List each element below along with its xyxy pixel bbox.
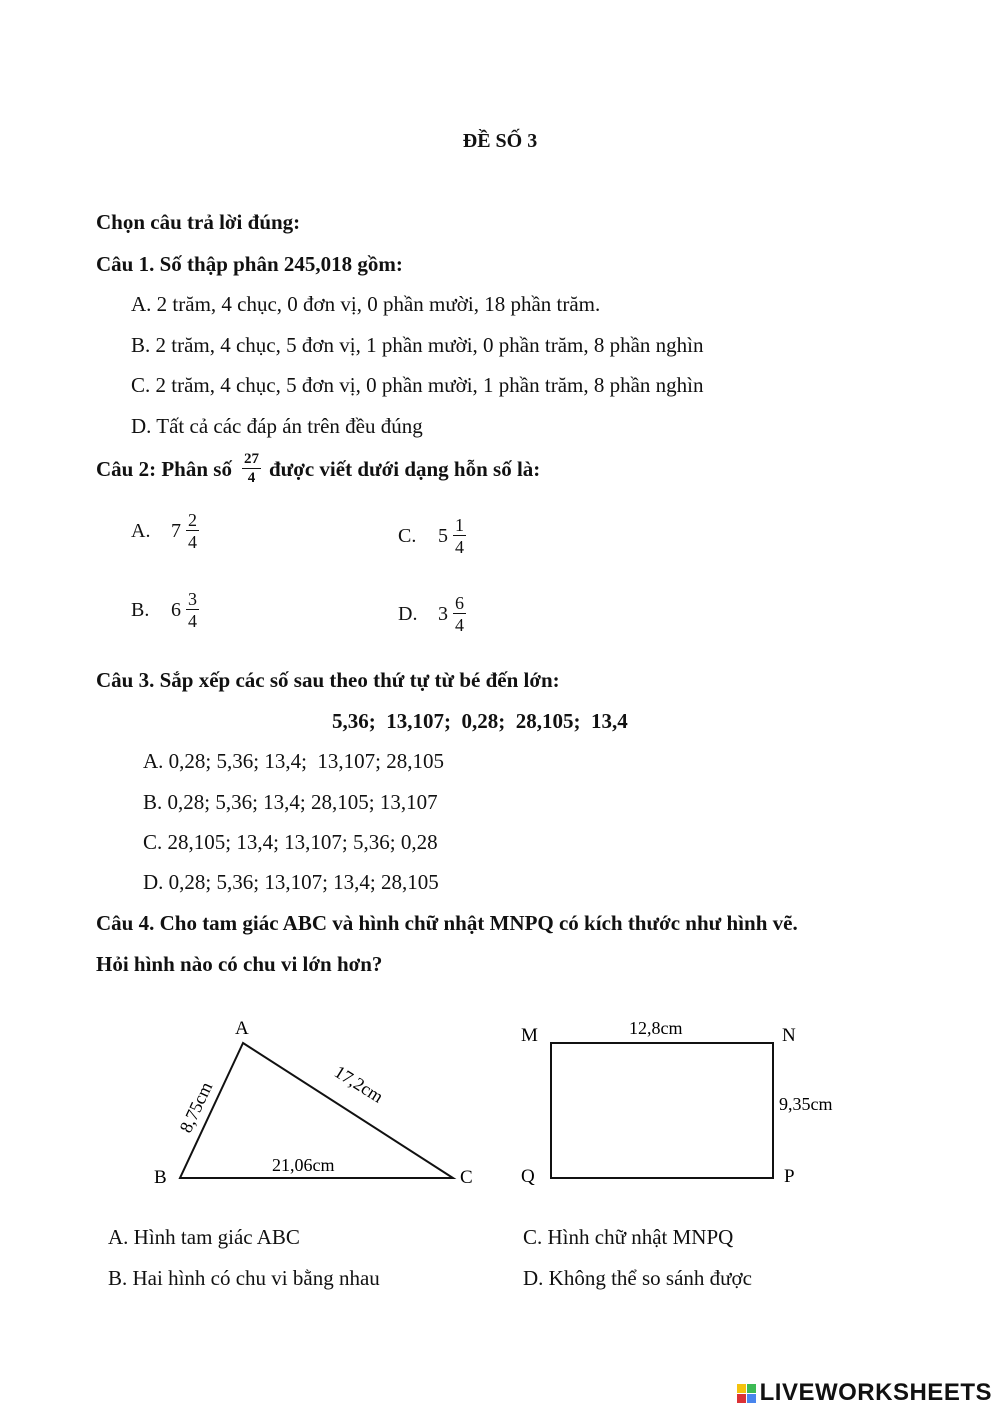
q3-option-a[interactable]: A. 0,28; 5,36; 13,4; 13,107; 28,105 (143, 749, 445, 773)
q4-option-a[interactable]: A. Hình tam giác ABC (108, 1225, 300, 1249)
side-np-length: 9,35cm (779, 1094, 833, 1114)
q2-suffix: được viết dưới dạng hỗn số là: (268, 456, 541, 481)
q2-option-den: 4 (455, 615, 464, 635)
rectangle-mnpq (551, 1043, 773, 1178)
q2-option-den: 4 (188, 611, 197, 631)
q2-option-whole: 5 (438, 524, 448, 547)
logo-tile (737, 1394, 746, 1403)
q4-option-b[interactable]: B. Hai hình có chu vi bằng nhau (108, 1266, 380, 1290)
q1-option-d[interactable]: D. Tất cả các đáp án trên đều đúng (131, 414, 423, 438)
q2-option-label: B. (131, 598, 150, 621)
q2-fraction-numerator: 27 (243, 451, 259, 467)
logo-tile (747, 1394, 756, 1403)
q2-prefix: Câu 2: Phân số (96, 456, 232, 481)
instruction: Chọn câu trả lời đúng: (96, 210, 301, 234)
liveworksheets-logo (737, 1379, 992, 1407)
vertex-p-label: P (784, 1166, 795, 1187)
triangle-abc-figure (140, 1010, 490, 1200)
q2-option-c[interactable] (398, 516, 469, 556)
q2-option-label: D. (398, 602, 418, 625)
q2-option-num: 1 (455, 515, 464, 535)
side-ac-length: 17,2cm (330, 1061, 387, 1107)
q2-option-whole: 3 (438, 602, 448, 625)
vertex-b-label: B (154, 1167, 167, 1188)
q2-option-num: 2 (188, 510, 197, 530)
side-bc-length: 21,06cm (272, 1155, 335, 1175)
q4-option-c[interactable]: C. Hình chữ nhật MNPQ (523, 1225, 734, 1249)
q2-option-den: 4 (188, 532, 197, 552)
q2-fraction-denominator: 4 (247, 470, 256, 486)
question-3: Câu 3. Sắp xếp các số sau theo thứ tự từ bé đến lớn: (96, 668, 560, 692)
q1-option-c[interactable]: C. 2 trăm, 4 chục, 5 đơn vị, 0 phần mười, 1 phần trăm, 8 phần nghìn (131, 373, 704, 397)
logo-tile (737, 1384, 746, 1393)
q2-option-label: C. (398, 524, 417, 547)
rectangle-mnpq-figure (510, 1010, 870, 1200)
q3-option-c[interactable]: C. 28,105; 13,4; 13,107; 5,36; 0,28 (143, 830, 438, 854)
vertex-n-label: N (782, 1025, 796, 1046)
vertex-q-label: Q (521, 1166, 535, 1187)
vertex-c-label: C (460, 1167, 473, 1188)
q2-fraction (242, 452, 261, 486)
q2-option-d[interactable] (398, 594, 469, 634)
q2-option-label: A. (131, 519, 151, 542)
side-mn-length: 12,8cm (629, 1018, 683, 1038)
q3-numbers: 5,36; 13,107; 0,28; 28,105; 13,4 (332, 709, 628, 733)
liveworksheets-wordmark: LIVEWORKSHEETS (759, 1379, 992, 1406)
q4-option-d[interactable]: D. Không thể so sánh được (523, 1266, 752, 1290)
q2-option-whole: 7 (171, 519, 181, 542)
question-2 (96, 452, 540, 486)
vertex-a-label: A (235, 1018, 249, 1039)
q1-option-a[interactable]: A. 2 trăm, 4 chục, 0 đơn vị, 0 phần mười, 18 phần trăm. (131, 292, 601, 316)
page-title: ĐỀ SỐ 3 (462, 130, 538, 152)
q1-option-b[interactable]: B. 2 trăm, 4 chục, 5 đơn vị, 1 phần mười, 0 phần trăm, 8 phần nghìn (131, 333, 704, 357)
q2-option-den: 4 (455, 537, 464, 557)
question-4: Câu 4. Cho tam giác ABC và hình chữ nhật MNPQ có kích thước như hình vẽ. (96, 911, 798, 935)
logo-tile (747, 1384, 756, 1393)
q2-option-a[interactable] (131, 511, 202, 551)
q3-option-b[interactable]: B. 0,28; 5,36; 13,4; 28,105; 13,107 (143, 790, 438, 814)
q2-option-b[interactable] (131, 590, 202, 630)
q3-option-d[interactable]: D. 0,28; 5,36; 13,107; 13,4; 28,105 (143, 870, 439, 894)
q2-option-num: 3 (188, 589, 197, 609)
liveworksheets-logo-icon (737, 1384, 756, 1403)
side-ab-length: 8,75cm (175, 1078, 217, 1136)
vertex-m-label: M (521, 1025, 538, 1046)
question-4-line-2: Hỏi hình nào có chu vi lớn hơn? (96, 952, 383, 976)
q2-option-num: 6 (455, 593, 464, 613)
question-1: Câu 1. Số thập phân 245,018 gồm: (96, 252, 403, 276)
q2-option-whole: 6 (171, 598, 181, 621)
